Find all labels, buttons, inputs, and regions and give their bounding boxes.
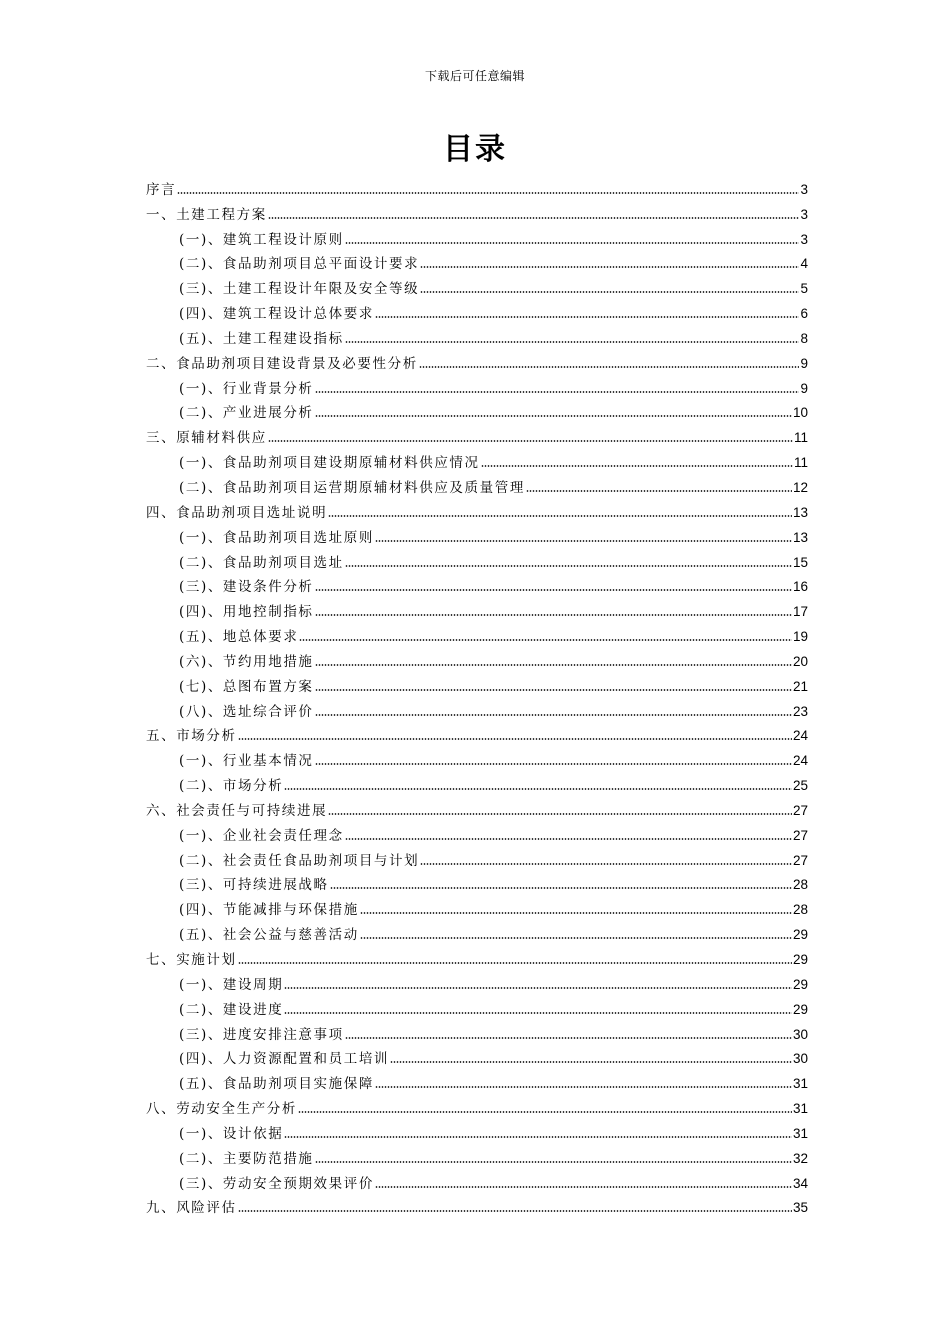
toc-entry[interactable]	[146, 398, 808, 423]
toc-entry[interactable]	[146, 969, 808, 994]
toc-entry[interactable]	[146, 298, 808, 323]
toc-entry-title: (五)、食品助剂项目实施保障	[179, 1076, 374, 1093]
toc-entry-page-number: 8	[800, 330, 808, 346]
toc-entry[interactable]	[146, 994, 808, 1019]
toc-dot-leader	[345, 564, 792, 568]
toc-entry[interactable]	[146, 1168, 808, 1193]
toc-entry[interactable]	[146, 497, 808, 522]
toc-entry-title: (四)、节能减排与环保措施	[179, 902, 359, 919]
toc-entry[interactable]	[146, 646, 808, 671]
toc-entry-title: (一)、食品助剂项目建设期原辅材料供应情况	[179, 455, 480, 472]
toc-entry-title: 八、劳动安全生产分析	[146, 1101, 297, 1118]
toc-entry-page-number: 17	[792, 604, 808, 620]
toc-entry[interactable]	[146, 894, 808, 919]
toc-dot-leader	[284, 787, 792, 791]
toc-entry-title: 六、社会责任与可持续进展	[146, 802, 328, 819]
toc-entry[interactable]	[146, 522, 808, 547]
toc-entry-title: (五)、地总体要求	[179, 629, 299, 646]
toc-dot-leader	[360, 936, 792, 940]
toc-entry-page-number: 31	[792, 1125, 808, 1141]
toc-dot-leader	[315, 762, 792, 766]
toc-entry-title: (三)、建设条件分析	[179, 579, 314, 596]
toc-dot-leader	[375, 539, 792, 543]
toc-entry-page-number: 13	[792, 529, 808, 545]
toc-entry-title: (五)、土建工程建设指标	[179, 330, 344, 347]
toc-dot-leader	[268, 439, 793, 443]
toc-entry[interactable]	[146, 249, 808, 274]
toc-entry-page-number: 10	[792, 405, 808, 421]
toc-dot-leader	[268, 216, 799, 220]
toc-entry-page-number: 35	[792, 1200, 808, 1216]
toc-dot-leader	[284, 986, 792, 990]
toc-dot-leader	[315, 1160, 792, 1164]
toc-entry-title: (八)、选址综合评价	[179, 703, 314, 720]
toc-dot-leader	[315, 613, 792, 617]
toc-entry-page-number: 3	[800, 181, 808, 197]
toc-entry[interactable]	[146, 472, 808, 497]
toc-entry[interactable]	[146, 770, 808, 795]
toc-entry-title: (二)、食品助剂项目选址	[179, 554, 344, 571]
toc-entry-page-number: 13	[792, 504, 808, 520]
toc-entry[interactable]	[146, 820, 808, 845]
toc-dot-leader	[315, 588, 792, 592]
toc-entry-page-number: 5	[800, 281, 808, 297]
toc-entry-page-number: 30	[792, 1051, 808, 1067]
toc-entry[interactable]	[146, 174, 808, 199]
toc-entry-page-number: 27	[792, 802, 808, 818]
toc-dot-leader	[481, 464, 793, 468]
toc-entry-page-number: 29	[792, 952, 808, 967]
toc-entry-title: (二)、建设进度	[179, 1001, 284, 1018]
toc-entry-title: 二、食品助剂项目建设背景及必要性分析	[146, 355, 418, 372]
toc-entry-page-number: 9	[800, 355, 808, 371]
toc-entry[interactable]	[146, 1044, 808, 1069]
toc-entry[interactable]	[146, 348, 808, 373]
toc-entry[interactable]	[146, 919, 808, 944]
toc-dot-leader	[238, 1209, 792, 1213]
toc-entry-title: 五、市场分析	[146, 728, 237, 745]
toc-entry[interactable]	[146, 721, 808, 746]
toc-dot-leader	[299, 638, 792, 642]
toc-dot-leader	[315, 688, 792, 692]
toc-entry-title: 七、实施计划	[146, 952, 237, 968]
toc-entry[interactable]	[146, 696, 808, 721]
toc-entry-page-number: 3	[800, 206, 808, 222]
toc-entry-page-number: 4	[800, 256, 808, 272]
toc-dot-leader	[526, 489, 792, 493]
toc-dot-leader	[375, 315, 799, 319]
toc-entry[interactable]	[146, 273, 808, 298]
toc-dot-leader	[315, 390, 799, 394]
toc-entry-title: (六)、节约用地措施	[179, 653, 314, 670]
toc-entry[interactable]	[146, 547, 808, 572]
toc-entry-page-number: 24	[792, 728, 808, 744]
page-title: 目录	[443, 132, 507, 167]
toc-entry-title: (三)、进度安排注意事项	[179, 1026, 344, 1043]
toc-dot-leader	[375, 1185, 792, 1189]
toc-dot-leader	[238, 961, 792, 965]
toc-dot-leader	[330, 886, 792, 890]
toc-entry[interactable]	[146, 1193, 808, 1218]
toc-entry[interactable]	[146, 572, 808, 597]
toc-dot-leader	[345, 837, 792, 841]
toc-entry-title: (二)、食品助剂项目运营期原辅材料供应及质量管理	[179, 479, 525, 496]
toc-entry[interactable]	[146, 1068, 808, 1093]
toc-entry-title: (二)、市场分析	[179, 778, 284, 795]
toc-entry-title: (二)、社会责任食品助剂项目与计划	[179, 852, 420, 869]
toc-dot-leader	[420, 862, 792, 866]
toc-dot-leader	[420, 290, 799, 294]
toc-dot-leader	[419, 365, 799, 369]
toc-entry-title: (二)、食品助剂项目总平面设计要求	[179, 256, 420, 273]
toc-entry-title: (二)、主要防范措施	[179, 1150, 314, 1167]
toc-entry-title: (一)、设计依据	[179, 1125, 284, 1142]
toc-entry-page-number: 11	[793, 455, 808, 471]
toc-entry-page-number: 30	[792, 1026, 808, 1042]
toc-entry-page-number: 3	[800, 231, 808, 247]
toc-entry-title: (一)、建筑工程设计原则	[179, 231, 344, 248]
toc-entry-page-number: 15	[792, 554, 808, 570]
toc-entry-page-number: 29	[792, 927, 808, 943]
page-header-note: 下载后可任意编辑	[424, 69, 525, 83]
toc-entry-page-number: 23	[792, 703, 808, 719]
toc-dot-leader	[315, 663, 792, 667]
toc-entry-page-number: 16	[792, 579, 808, 595]
toc-entry-title: 序言	[146, 181, 177, 198]
toc-entry[interactable]	[146, 1019, 808, 1044]
toc-dot-leader	[345, 1036, 792, 1040]
toc-entry-title: (四)、用地控制指标	[179, 604, 314, 621]
toc-entry-title: (一)、食品助剂项目选址原则	[179, 529, 374, 546]
toc-entry-page-number: 28	[792, 877, 808, 893]
toc-dot-leader	[315, 713, 792, 717]
toc-entry-page-number: 27	[792, 827, 808, 843]
toc-entry[interactable]	[146, 1118, 808, 1143]
toc-entry[interactable]	[146, 1143, 808, 1168]
toc-entry[interactable]	[146, 1093, 808, 1118]
toc-dot-leader	[390, 1060, 792, 1064]
toc-entry-title: (三)、劳动安全预期效果评价	[179, 1175, 374, 1192]
toc-entry-page-number: 20	[792, 653, 808, 669]
toc-entry[interactable]	[146, 199, 808, 224]
toc-dot-leader	[345, 340, 799, 344]
toc-dot-leader	[328, 514, 792, 518]
toc-entry-page-number: 32	[792, 1150, 808, 1166]
toc-entry[interactable]	[146, 422, 808, 447]
toc-entry-title: (一)、行业背景分析	[179, 380, 314, 397]
toc-entry-page-number: 19	[792, 629, 808, 645]
toc-entry[interactable]	[146, 621, 808, 646]
toc-entry[interactable]	[146, 870, 808, 895]
toc-entry[interactable]	[146, 845, 808, 870]
toc-entry[interactable]	[146, 224, 808, 249]
toc-dot-leader	[360, 911, 792, 915]
toc-dot-leader	[298, 1110, 792, 1114]
toc-entry[interactable]	[146, 447, 808, 472]
toc-entry-title: (三)、可持续进展战略	[179, 877, 329, 894]
toc-entry-page-number: 24	[792, 753, 808, 769]
toc-entry-title: 一、土建工程方案	[146, 206, 267, 223]
toc-entry-page-number: 27	[792, 852, 808, 868]
toc-entry-page-number: 25	[792, 778, 808, 794]
toc-entry-page-number: 9	[800, 380, 808, 396]
toc-dot-leader	[284, 1135, 792, 1139]
toc-entry[interactable]	[146, 671, 808, 696]
toc-dot-leader	[345, 241, 799, 245]
toc-entry-page-number: 31	[792, 1076, 808, 1092]
toc-entry-page-number: 21	[792, 678, 808, 694]
toc-dot-leader	[315, 414, 792, 418]
toc-entry-page-number: 29	[792, 1001, 808, 1017]
toc-entry-page-number: 34	[792, 1175, 808, 1191]
toc-entry-title: (五)、社会公益与慈善活动	[179, 927, 359, 944]
toc-entry-page-number: 12	[792, 479, 808, 495]
toc-entry[interactable]	[146, 596, 808, 621]
toc-entry-title: 四、食品助剂项目选址说明	[146, 504, 328, 521]
toc-dot-leader	[238, 737, 792, 741]
toc-entry[interactable]	[146, 795, 808, 820]
toc-entry-page-number: 31	[792, 1101, 808, 1117]
toc-entry[interactable]	[146, 323, 808, 348]
toc-entry-page-number: 11	[793, 430, 808, 446]
toc-entry[interactable]	[146, 373, 808, 398]
toc-dot-leader	[328, 812, 792, 816]
toc-entry-title: (一)、企业社会责任理念	[179, 827, 344, 844]
toc-dot-leader	[177, 191, 799, 195]
toc-entry-title: (一)、行业基本情况	[179, 753, 314, 770]
toc-entry-title: (一)、建设周期	[179, 976, 284, 993]
toc-entry-title: 九、风险评估	[146, 1200, 237, 1217]
toc-entry-page-number: 28	[792, 902, 808, 918]
toc-entry-title: 三、原辅材料供应	[146, 430, 267, 447]
toc-entry-page-number: 6	[800, 306, 808, 322]
toc-entry-title: (二)、产业进展分析	[179, 405, 314, 422]
toc-entry[interactable]	[146, 745, 808, 770]
toc-entry[interactable]	[146, 944, 808, 969]
toc-entry-title: (七)、总图布置方案	[179, 678, 314, 695]
toc-entry-title: (四)、人力资源配置和员工培训	[179, 1051, 390, 1068]
toc-entry-title: (四)、建筑工程设计总体要求	[179, 306, 374, 323]
toc-entry-title: (三)、土建工程设计年限及安全等级	[179, 281, 420, 298]
toc-entry-page-number: 29	[792, 976, 808, 992]
toc-dot-leader	[375, 1085, 792, 1089]
toc-dot-leader	[284, 1011, 792, 1015]
toc-dot-leader	[420, 265, 799, 269]
table-of-contents	[146, 174, 808, 1217]
